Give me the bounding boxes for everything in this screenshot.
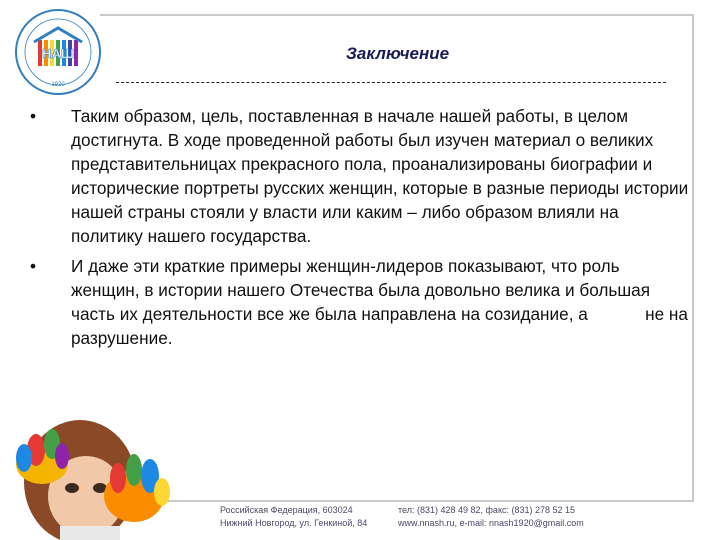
slide-content	[30, 104, 693, 355]
bullet-text: Таким образом, цель, поставленная в начале нашей работы, в целом достигнута. В ходе проведенной работы был изучен материал о великих представительницах прекрасного пола, проанализированы биографии и исторические портреты русских женщин, которые в разные периоды истории нашей страны стояли у власти или каким – либо образом влияли на политику нашего государства.	[71, 106, 689, 247]
bullet-mark: •	[30, 106, 37, 126]
logo-year: 1920	[51, 82, 65, 88]
bullet-text: И даже эти краткие примеры женщин-лидеров показывают, что роль женщин, в истории нашего Отечества была довольно велика и большая часть их деятельности все же была направлена на созидание, а не на разрушение.	[71, 255, 693, 348]
slide-title: Заключение	[346, 44, 450, 63]
footer-address-line: Нижний Новгород, ул. Генкиной, 84	[220, 518, 368, 528]
school-logo	[12, 6, 104, 98]
logo-letters: НАШ	[42, 46, 74, 61]
footer-contact-line: www.nnash.ru, e-mail: nnash1920@gmail.com	[398, 518, 584, 528]
footer-contact-line: тел: (831) 428 49 82, факс: (831) 278 52 15	[398, 505, 576, 515]
bullet-item	[30, 104, 690, 249]
footer-address	[220, 504, 367, 530]
frame-top-line	[100, 14, 694, 16]
frame-right-line	[692, 14, 694, 502]
title-divider	[116, 82, 666, 83]
bullet-mark: •	[30, 255, 37, 276]
footer-address-line: Российская Федерация, 603024	[220, 505, 353, 515]
footer-contacts	[398, 504, 584, 530]
child-painted-hands-photo	[0, 400, 180, 540]
bullet-item	[30, 254, 693, 350]
